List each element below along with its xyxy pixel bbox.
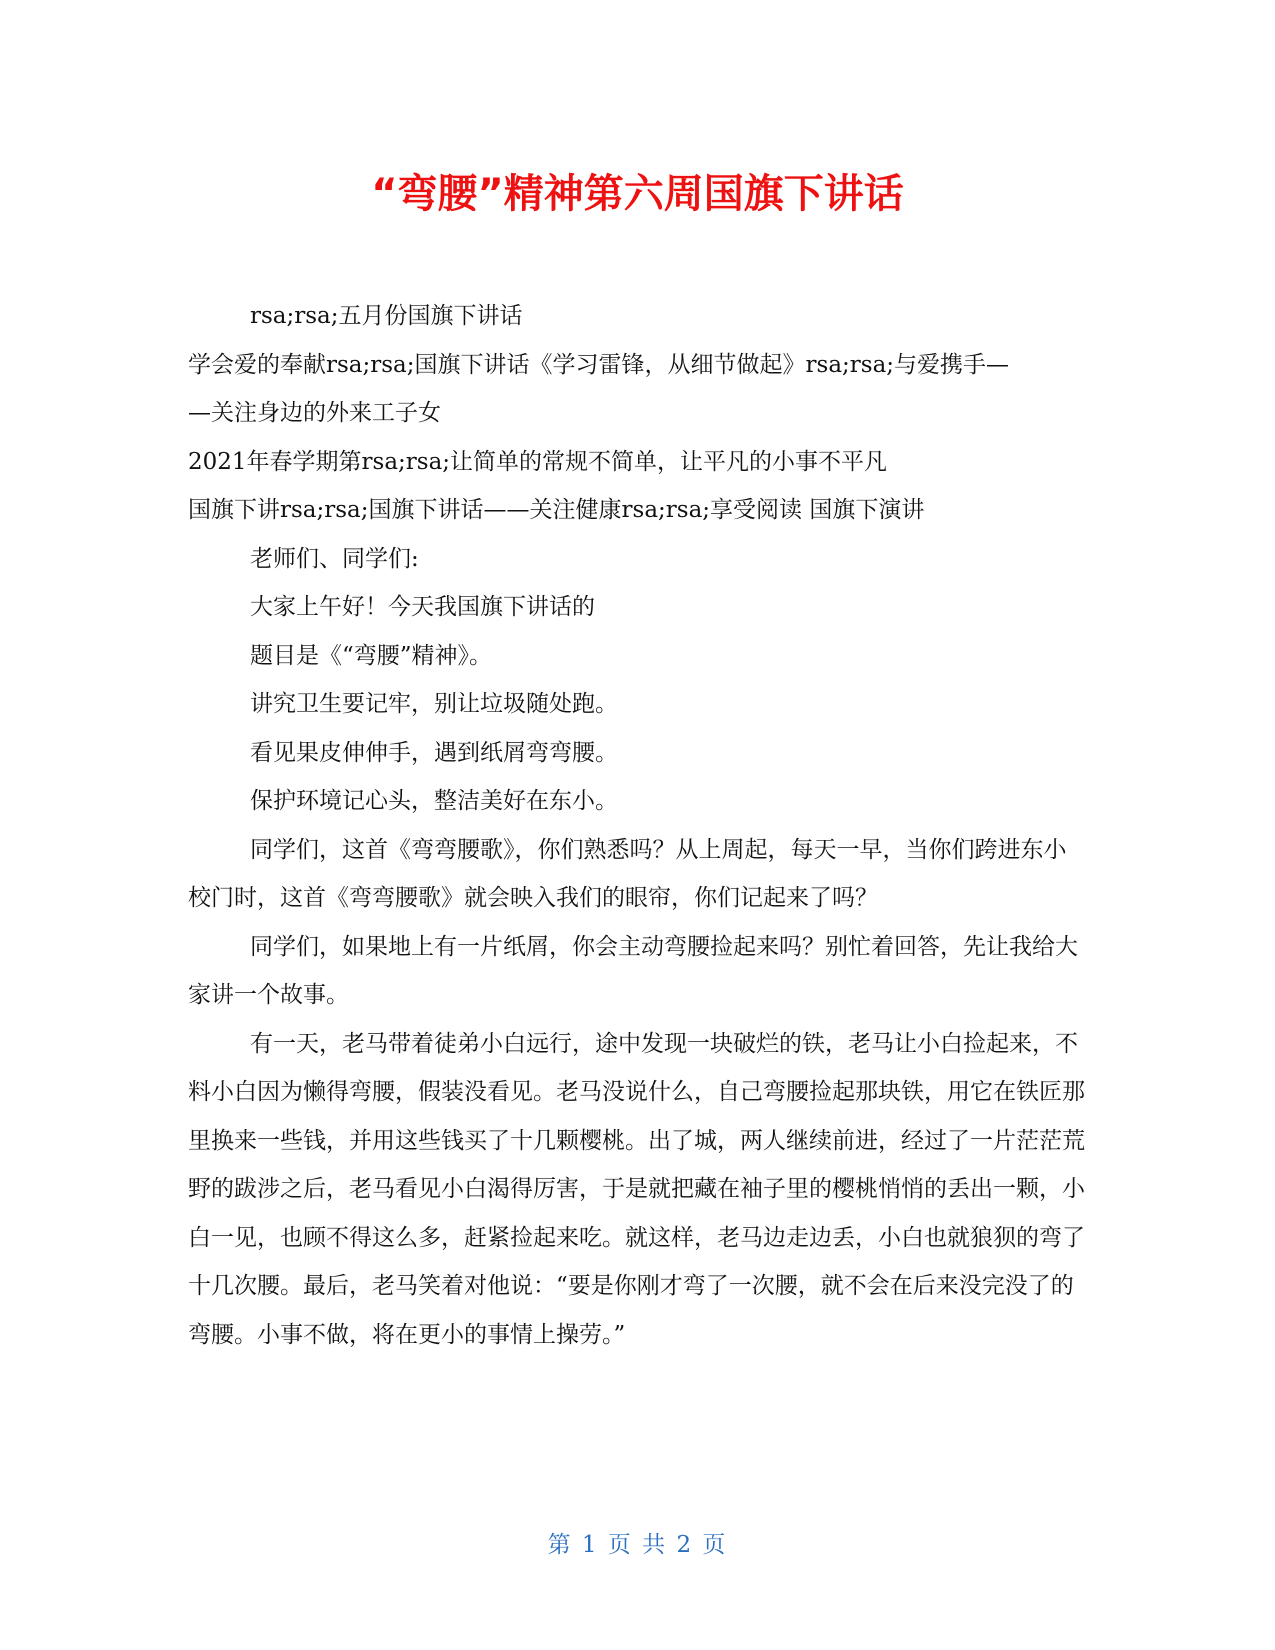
opening-line-2: 题目是《“弯腰”精神》。 [250, 642, 493, 669]
poem-line-2: 看见果皮伸伸手，遇到纸屑弯弯腰。 [250, 739, 618, 766]
greeting: 老师们、同学们: [250, 545, 419, 572]
opening-line-1: 大家上午好！今天我国旗下讲话的 [250, 594, 595, 620]
poem-line-3: 保护环境记心头，整洁美好在东小。 [250, 788, 618, 814]
paragraph-2: 同学们，如果地上有一片纸屑，你会主动弯腰捡起来吗？别忙着回答，先让我给大家讲一个故事。 [188, 933, 1078, 1008]
poem-line-1: 讲究卫生要记牢，别让垃圾随处跑。 [250, 691, 618, 717]
related-line-1: rsa;rsa;五月份国旗下讲话 [250, 303, 523, 329]
paragraph-1: 同学们，这首《弯弯腰歌》，你们熟悉吗？从上周起，每天一早，当你们跨进东小校门时，这首《弯弯腰歌》就会映入我们的眼帘，你们记起来了吗？ [188, 836, 1067, 911]
document-title: “弯腰”精神第六周国旗下讲话 [371, 171, 904, 217]
related-line-3: 2021年春学期第rsa;rsa;让简单的常规不简单，让平凡的小事不平凡 [188, 448, 888, 475]
related-line-2b: —关注身边的外来工子女 [188, 400, 441, 426]
page-number-footer: 第 1 页 共 2 页 [547, 1532, 728, 1558]
document-body [188, 292, 1088, 1359]
paragraph-3: 有一天，老马带着徒弟小白远行，途中发现一块破烂的铁，老马让小白捡起来，不料小白因为懒得弯腰，假装没看见。老马没说什么，自己弯腰捡起那块铁，用它在铁匠那里换来一些钱，并用这些钱买了十几颗樱桃。出了城，两人继续前进，经过了一片茫茫荒野的跋涉之后，老马看见小白渴得厉害，于是就把藏在袖子里的樱桃悄悄的丢出一颗，小白一见，也顾不得这么多，赶紧捡起来吃。就这样，老马边走边丢，小白也就狼狈的弯了十几次腰。最后，老马笑着对他说：“要是你刚才弯了一次腰，就不会在后来没完没了的弯腰。小事不做，将在更小的事情上操劳。” [188, 1030, 1085, 1348]
related-line-4: 国旗下讲rsa;rsa;国旗下讲话——关注健康rsa;rsa;享受阅读 国旗下演讲 [188, 497, 925, 523]
related-line-2a: 学会爱的奉献rsa;rsa;国旗下讲话《学习雷锋，从细节做起》rsa;rsa;与爱携手— [188, 351, 1010, 378]
